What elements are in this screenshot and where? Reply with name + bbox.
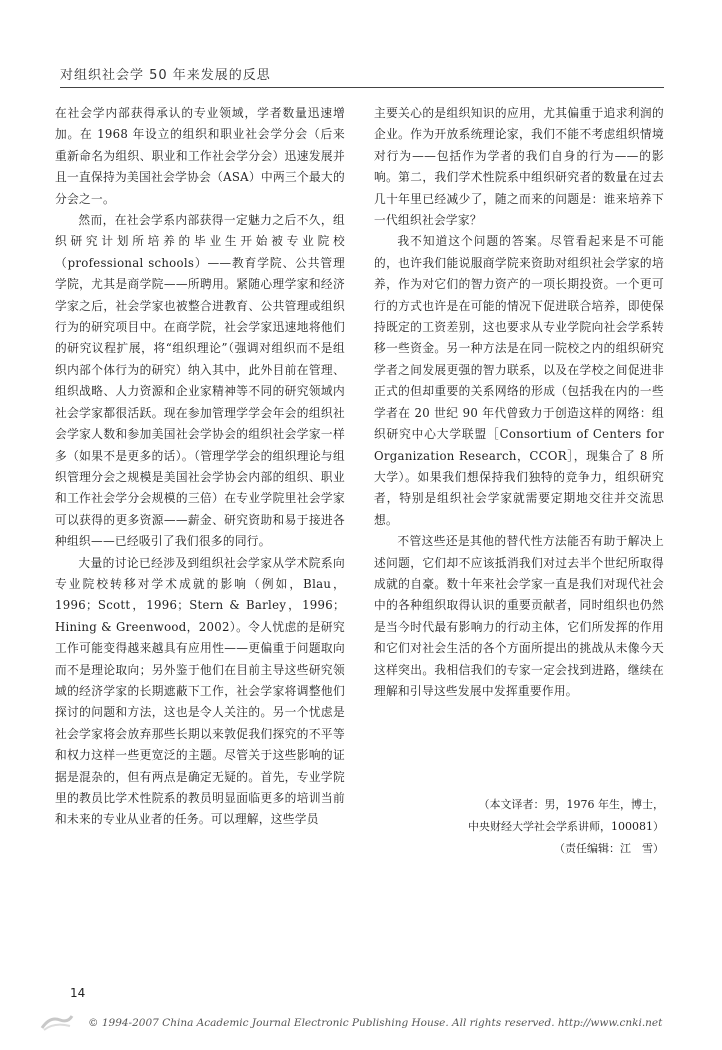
translator-line-2: 中央财经大学社会学系讲师，100081） (468, 820, 664, 833)
copyright-notice: © 1994-2007 China Academic Journal Electronic Publishing House. All rights reserved. http://www.cnki.net (88, 1017, 663, 1029)
left-paragraph-3: 大量的讨论已经涉及到组织社会学家从学术院系向专业院校转移对学术成就的影响（例如，Blau，1996；Scott，1996；Stern & Barley，1996；Hining & Greenwood，2002）。令人忧虑的是研究工作可能变得越来越具有应用性——更偏重于问题取向而不是理论取向；另外鉴于他们在目前主导这些研究领域的经济学家的长期遮蔽下工作，社会学家将调整他们探讨的问题和方法，这也是令人关注的。另一个忧虑是社会学家将会放弃那些长期以来敦促我们探究的不平等和权力这样一些更宽泛的主题。尽管关于这些影响的证据是混杂的，但有两点是确定无疑的。首先，专业学院里的教员比学术性院系的教员明显面临更多的培训当前和未来的专业从业者的任务。可以理解，这些学员 (55, 555, 345, 827)
right-paragraph-3: 不管这些还是其他的替代性方法能否有助于解决上述问题，它们却不应该抵消我们对过去半个世纪所取得成就的自豪。数十年来社会学家一直是我们对现代社会中的各种组织取得认识的重要贡献者，同时组织也仍然是当今时代最有影响力的行动主体，它们所发挥的作用和它们对社会生活的各个方面所提出的挑战从未像今天这样突出。我相信我们的专家一定会找到进路，继续在理解和引导这些发展中发挥重要作用。 (374, 534, 664, 698)
left-paragraph-1: 在社会学内部获得承认的专业领域，学者数量迅速增加。在 1968 年设立的组织和职业社会学分会（后来重新命名为组织、职业和工作社会学分会）迅速发展并且一直保持为美国社会学协会（ASA）中两三个最大的分会之一。 (55, 106, 345, 206)
translator-line-1: （本文译者：男，1976 年生，博士， (478, 798, 664, 811)
right-column (374, 103, 664, 702)
left-paragraph-2: 然而，在社会学系内部获得一定魅力之后不久，组织研究计划所培养的毕业生开始被专业院校（professional schools）——教育学院、公共管理学院，尤其是商学院——所聘用。紧随心理学家和经济学家之后，社会学家也被整合进教育、公共管理或组织行为的研究项目中。在商学院，社会学家迅速地将他们的研究议程扩展，将“组织理论”（强调对组织而不是组织内部个体行为的研究）纳入其中，此外目前在管理、组织战略、人力资源和企业家精神等不同的研究领域内社会学家都很活跃。现在参加管理学学会年会的组织社会学家人数和参加美国社会学协会的组织社会学家一样多（如果不是更多的话）。（管理学学会的组织理论与组织管理分会之规模是美国社会学协会内部的组织、职业和工作社会学分会规模的三倍）在专业学院里社会学家可以获得的更多资源——薪金、研究资助和易于接进各种组织——已经吸引了我们很多的同行。 (55, 213, 345, 549)
page-number: 14 (70, 986, 86, 1000)
left-column (55, 103, 345, 831)
editor-line: （责任编辑：江 雪） (554, 842, 664, 855)
right-paragraph-2: 我不知道这个问题的答案。尽管看起来是不可能的，也许我们能说服商学院来资助对组织社会学家的培养，作为对它们的智力资产的一项长期投资。一个更可行的方式也许是在可能的情况下促进联合培养，即使保持既定的工资差别，这也要求从专业学院向社会学系转移一些资金。另一种方法是在同一院校之内的组织研究学者之间发展更强的智力联系，以及在学校之间促进非正式的但却重要的关系网络的形成（包括我在内的一些学者在 20 世纪 90 年代曾致力于创造这样的网络：组织研究中心大学联盟［Consortium of Centers for Organization Research，CCOR］，现集合了 8 所大学）。如果我们想保持我们独特的竞争力，组织研究者，特别是组织社会学家就需要定期地交往并交流思想。 (374, 234, 664, 527)
header-title: 对组织社会学 50 年来发展的反思 (60, 68, 271, 83)
header-rule (60, 87, 664, 88)
right-paragraph-1: 主要关心的是组织知识的应用，尤其偏重于追求利润的企业。作为开放系统理论家，我们不能不考虑组织情境对行为——包括作为学者的我们自身的行为——的影响。第二，我们学术性院系中组织研究者的数量在过去几十年里已经减少了，随之而来的问题是：谁来培养下一代组织社会学家？ (374, 106, 664, 228)
running-header (60, 64, 664, 88)
translator-note (364, 794, 664, 860)
cnki-logo-icon (40, 1012, 74, 1032)
footer (40, 1012, 680, 1036)
